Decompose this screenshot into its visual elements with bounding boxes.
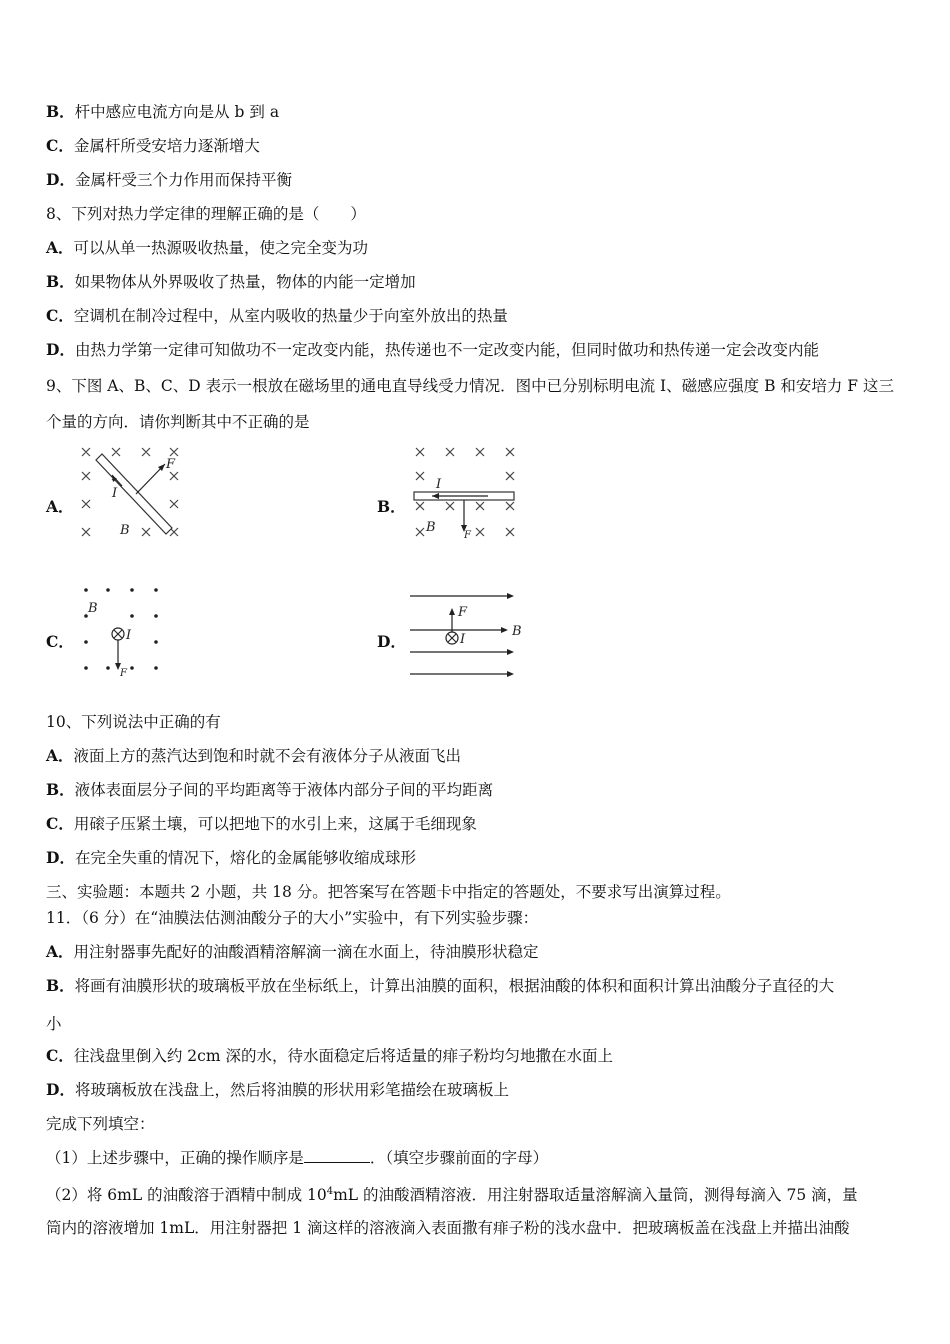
q7-option-b [46,102,279,122]
option-label: D． [46,848,75,867]
option-text: 金属杆所受安培力逐渐增大 [73,137,260,155]
q10-option-d [46,848,416,868]
q11-sub2-line2: 筒内的溶液增加 1mL．用注射器把 1 滴这样的溶液滴入表面撒有痱子粉的浅水盘中．把玻璃板盖在浅盘上并描出油酸 [46,1219,850,1237]
force-label: F [166,457,176,472]
sub2-text-b: mL 的油酸酒精溶液．用注射器取适量溶解滴入量筒，测得每滴入 75 滴，量 [333,1186,858,1205]
figure-d [404,588,534,680]
q8-option-d [46,340,819,360]
q11-fill-instruction: 完成下列填空： [46,1115,155,1133]
figure-a [72,442,192,546]
option-label: A． [46,238,74,257]
q7-option-c [46,136,260,156]
q11-stem: 11．（6 分）在“油膜法估测油酸分子的大小”实验中，有下列实验步骤： [46,909,539,927]
q9-stem-line1: 9、下图 A、B、C、D 表示一根放在磁场里的通电直导线受力情况．图中已分别标明电流 I、磁感应强度 B 和安培力 F 这三 [46,377,894,395]
option-label: A． [46,942,74,961]
q7-option-d [46,170,292,190]
option-text: 液体表面层分子间的平均距离等于液体内部分子间的平均距离 [74,781,494,799]
current-label: I [460,632,466,647]
current-into-page-symbol [112,628,124,640]
q8-option-b [46,272,416,292]
option-label: B． [46,780,75,799]
figure-d-label: D． [377,632,406,651]
q11-option-b [46,976,834,996]
current-into-page-symbol [446,632,458,644]
option-text: 往浅盘里倒入约 2cm 深的水，待水面稳定后将适量的痱子粉均匀地撒在水面上 [73,1047,613,1065]
q11-sub1 [46,1148,548,1168]
option-label: D． [46,170,75,189]
option-label: B． [46,102,75,121]
sub1-prefix: （1）上述步骤中，正确的操作顺序是 [46,1149,304,1167]
option-text: 杆中感应电流方向是从 b 到 a [74,103,280,121]
figure-c-label: C． [46,632,74,651]
q11-option-d [46,1080,509,1100]
option-label: C． [46,1046,74,1065]
current-label: I [126,628,132,643]
option-text: 空调机在制冷过程中，从室内吸收的热量少于向室外放出的热量 [73,307,508,325]
option-text: 可以从单一热源吸收热量，使之完全变为功 [73,239,369,257]
option-text: 液面上方的蒸汽达到饱和时就不会有液体分子从液面飞出 [73,747,462,765]
q11-option-c [46,1046,613,1066]
q10-option-b [46,780,493,800]
option-text: 由热力学第一定律可知做功不一定改变内能，热传递也不一定改变内能，但同时做功和热传递一定会改变内能 [74,341,819,359]
option-label: C． [46,136,74,155]
answer-blank[interactable] [304,1148,370,1163]
figure-a-label: A． [46,497,74,516]
q8-option-c [46,306,508,326]
field-label: B [88,601,98,616]
figure-c [76,584,166,680]
q8-stem: 8、下列对热力学定律的理解正确的是（ ） [46,205,366,223]
field-label: B [426,520,436,535]
q10-option-c [46,814,477,834]
q11-option-b-continued: 小 [46,1015,62,1033]
option-text: 用磙子压紧土壤，可以把地下的水引上来，这属于毛细现象 [73,815,477,833]
option-text: 如果物体从外界吸收了热量，物体的内能一定增加 [74,273,416,291]
q11-sub2-line1 [46,1182,858,1205]
option-label: B． [46,976,75,995]
q10-option-a [46,746,461,766]
field-label: B [512,624,522,639]
force-label: F [120,668,127,679]
option-label: D． [46,1080,75,1099]
option-label: C． [46,306,74,325]
sub1-suffix: ．（填空步骤前面的字母） [369,1149,549,1167]
option-label: B． [46,272,75,291]
section-3-heading: 三、实验题：本题共 2 小题，共 18 分。把答案写在答题卡中指定的答题处，不要求写出演算过程。 [46,883,731,901]
option-text: 将玻璃板放在浅盘上，然后将油膜的形状用彩笔描绘在玻璃板上 [74,1081,509,1099]
option-label: A． [46,746,74,765]
figure-b [408,442,528,546]
sub2-text-a: （2）将 6mL 的油酸溶于酒精中制成 10 [46,1186,327,1205]
force-label: F [458,605,468,620]
figure-b-label: B． [377,497,406,516]
field-label: B [120,523,130,538]
option-label: C． [46,814,74,833]
option-label: D． [46,340,75,359]
q9-stem-line2: 个量的方向．请你判断其中不正确的是 [46,413,310,431]
q10-stem: 10、下列说法中正确的有 [46,713,221,731]
q8-option-a [46,238,368,258]
sub2-exponent: 4 [326,1186,334,1197]
current-label: I [436,477,442,492]
option-text: 金属杆受三个力作用而保持平衡 [74,171,292,189]
q11-option-a [46,942,539,962]
force-label: F [464,530,471,541]
current-label: I [112,486,118,501]
option-text: 在完全失重的情况下，熔化的金属能够收缩成球形 [74,849,416,867]
option-text: 将画有油膜形状的玻璃板平放在坐标纸上，计算出油膜的面积，根据油酸的体积和面积计算出油酸分子直径的大 [74,977,835,995]
option-text: 用注射器事先配好的油酸酒精溶解滴一滴在水面上，待油膜形状稳定 [73,943,539,961]
